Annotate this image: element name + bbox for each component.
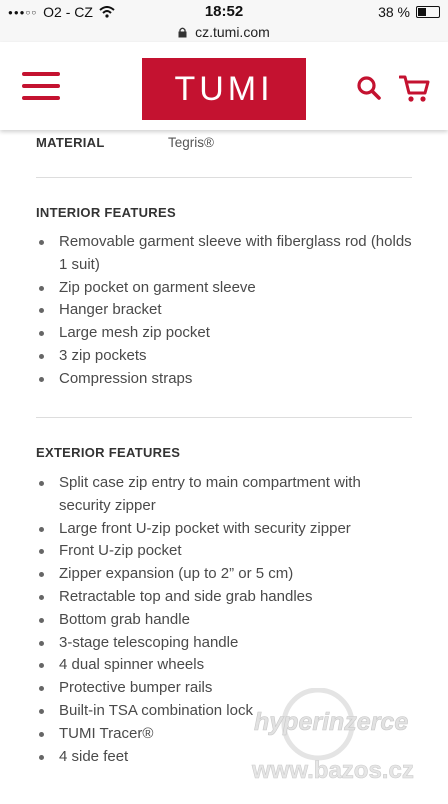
- address-bar[interactable]: [0, 24, 448, 42]
- material-value: Tegris®: [168, 135, 214, 150]
- exterior-features-section: [36, 418, 412, 768]
- material-row: [36, 130, 412, 178]
- list-item: Zip pocket on garment sleeve: [36, 277, 412, 300]
- cart-icon[interactable]: [399, 74, 431, 104]
- list-item: Compression straps: [36, 368, 412, 391]
- signal-dots-icon: ●●●○○: [8, 7, 38, 17]
- list-item: Removable garment sleeve with fiberglass rod (holds 1 suit): [36, 231, 412, 277]
- hamburger-menu-icon[interactable]: [22, 72, 60, 102]
- lock-icon: [178, 27, 187, 38]
- status-bar: [0, 0, 448, 24]
- list-item: Built-in TSA combination lock: [36, 700, 412, 723]
- list-item: Bottom grab handle: [36, 609, 412, 632]
- battery-icon: [416, 6, 440, 18]
- interior-features-section: [36, 178, 412, 418]
- watermark-line2: www.bazos.cz: [252, 757, 414, 784]
- list-item: 4 dual spinner wheels: [36, 654, 412, 677]
- list-item: Split case zip entry to main compartment with security zipper: [36, 472, 412, 518]
- list-item: Zipper expansion (up to 2” or 5 cm): [36, 563, 412, 586]
- url-text: cz.tumi.com: [195, 24, 270, 40]
- list-item: Hanger bracket: [36, 299, 412, 322]
- product-specs: [36, 130, 412, 768]
- battery-level: [418, 8, 426, 16]
- site-header: [0, 42, 448, 130]
- list-item: Large mesh zip pocket: [36, 322, 412, 345]
- list-item: Retractable top and side grab handles: [36, 586, 412, 609]
- interior-features-title: INTERIOR FEATURES: [36, 205, 176, 220]
- list-item: Protective bumper rails: [36, 677, 412, 700]
- search-icon[interactable]: [356, 75, 382, 101]
- exterior-features-list: [36, 472, 412, 768]
- logo-text: TUMI: [174, 69, 274, 108]
- watermark-line1: hyperinzerce: [254, 708, 409, 736]
- exterior-features-title: EXTERIOR FEATURES: [36, 445, 181, 460]
- list-item: 4 side feet: [36, 746, 412, 769]
- list-item: TUMI Tracer®: [36, 723, 412, 746]
- battery-info: [378, 4, 440, 20]
- tumi-logo[interactable]: [142, 58, 306, 120]
- clock: 18:52: [204, 3, 244, 20]
- list-item: 3 zip pockets: [36, 345, 412, 368]
- material-label: MATERIAL: [36, 135, 105, 150]
- list-item: Large front U-zip pocket with security zipper: [36, 518, 412, 541]
- list-item: Front U-zip pocket: [36, 540, 412, 563]
- battery-percent: 38 %: [378, 4, 410, 20]
- list-item: 3-stage telescoping handle: [36, 632, 412, 655]
- interior-features-list: [36, 231, 412, 391]
- carrier-name: O2 - CZ: [43, 4, 93, 20]
